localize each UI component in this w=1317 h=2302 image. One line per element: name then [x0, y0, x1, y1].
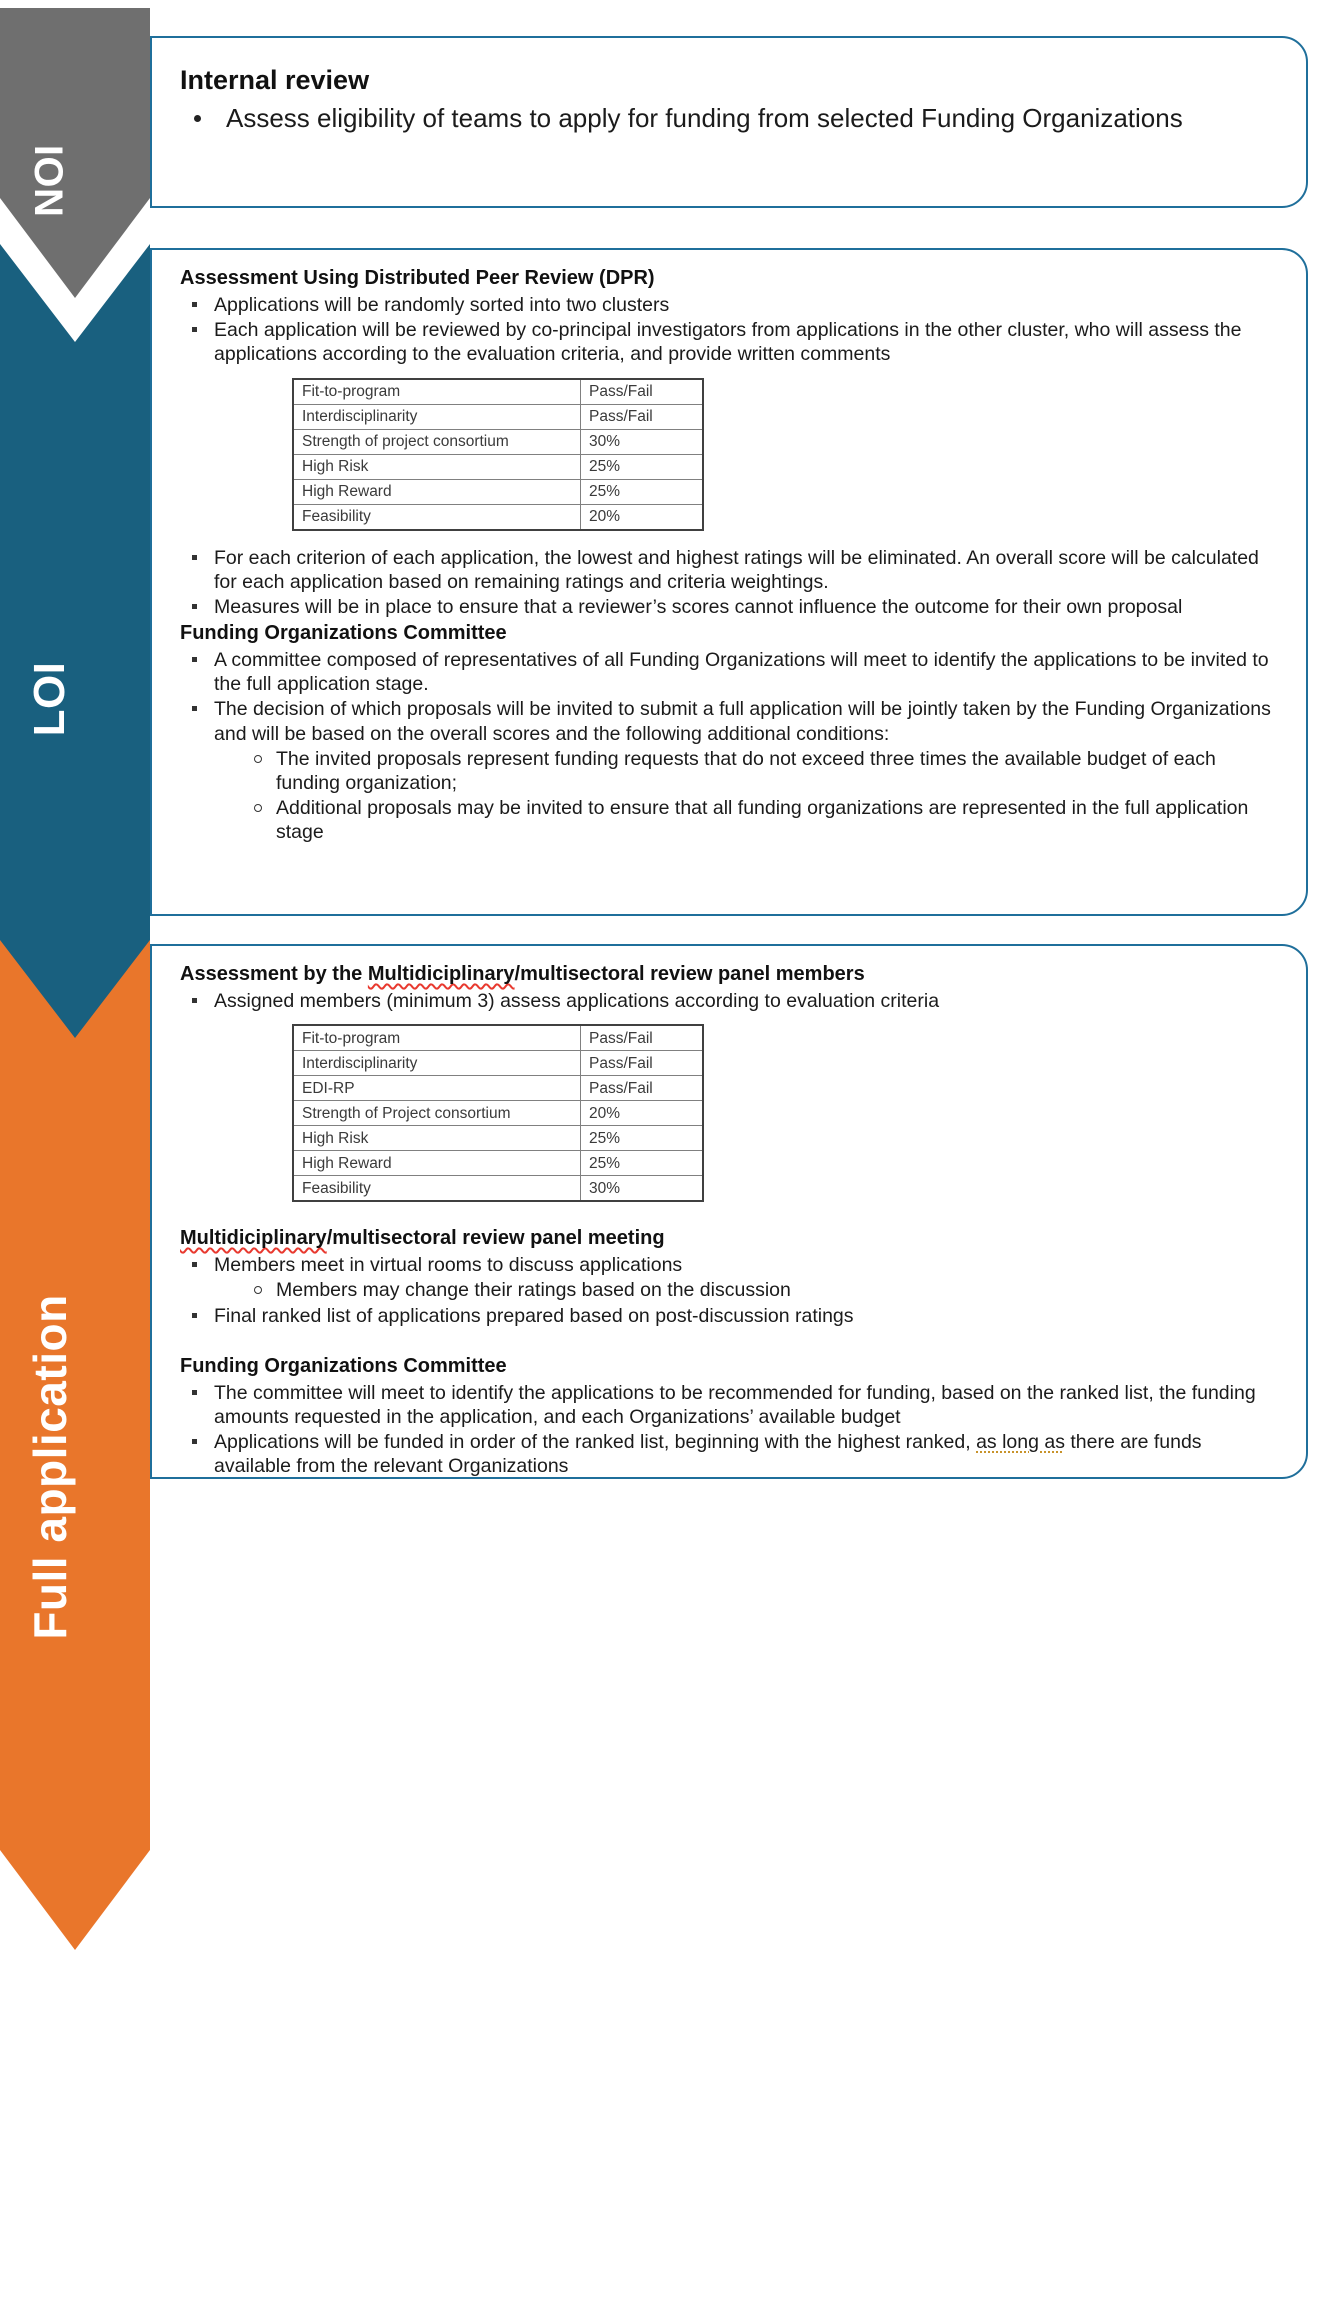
list-item: Members meet in virtual rooms to discuss applications	[180, 1253, 1278, 1277]
loi-criteria-table-wrap	[180, 368, 1278, 535]
noi-heading: Internal review	[180, 65, 370, 95]
criterion-name: High Reward	[293, 1151, 581, 1176]
full-heading-panel-meeting	[180, 1226, 1278, 1251]
chevron-shape-loi	[0, 244, 150, 1044]
list-item: Additional proposals may be invited to ensure that all funding organizations are represented in the full application stage	[246, 796, 1278, 844]
criterion-name: Feasibility	[293, 504, 581, 530]
stage-card-loi	[150, 248, 1308, 916]
full-bullet-list-meeting	[180, 1253, 1278, 1277]
criterion-weight: 25%	[581, 1151, 704, 1176]
list-item: Applications will be randomly sorted into two clusters	[180, 293, 1278, 317]
criterion-name: High Risk	[293, 454, 581, 479]
list-item: Assigned members (minimum 3) assess applications according to evaluation criteria	[180, 989, 1278, 1013]
heading-text-pre: Assessment by the	[180, 963, 368, 985]
list-item: Each application will be reviewed by co-principal investigators from applications in the other cluster, who will assess the applications according to the evaluation criteria, and provide written comments	[180, 318, 1278, 366]
list-item: The decision of which proposals will be invited to submit a full application will be jointly taken by the Funding Organizations and will be based on the overall scores and the following additional conditions:	[180, 697, 1278, 745]
stage-label-loi: LOI	[25, 661, 74, 737]
list-item	[180, 1430, 1278, 1478]
table-row	[293, 404, 703, 429]
loi-bullet-list-dpr	[180, 293, 1278, 367]
list-item: A committee composed of representatives of all Funding Organizations will meet to identify the applications to be invited to the full application stage.	[180, 648, 1278, 696]
stage-card-full-application	[150, 944, 1308, 1479]
full-bullet-list-assessment	[180, 989, 1278, 1013]
spacer	[180, 1206, 1278, 1216]
criterion-weight: 25%	[581, 454, 704, 479]
table-row	[293, 1076, 703, 1101]
stage-chevron-full	[0, 940, 150, 1950]
list-item: Final ranked list of applications prepared based on post-discussion ratings	[180, 1304, 1278, 1328]
table-row	[293, 1176, 703, 1202]
criterion-weight: Pass/Fail	[581, 1051, 704, 1076]
criterion-weight: Pass/Fail	[581, 1076, 704, 1101]
full-bullet-list-meeting-2	[180, 1304, 1278, 1328]
misspelled-word: Multidiciplinary	[367, 963, 515, 985]
heading-text-post: /multisectoral review panel meeting	[326, 1227, 665, 1250]
criterion-name: Interdisciplinarity	[293, 404, 581, 429]
misspelled-word: Multidiciplinary	[180, 1227, 327, 1250]
list-item: The committee will meet to identify the applications to be recommended for funding, based on the ranked list, the funding amounts requested in the application, and each Organizations’ available budget	[180, 1381, 1278, 1429]
criterion-name: Strength of project consortium	[293, 429, 581, 454]
criterion-name: High Reward	[293, 479, 581, 504]
table-row	[293, 504, 703, 530]
criterion-weight: Pass/Fail	[581, 1025, 704, 1051]
table-row	[293, 1126, 703, 1151]
table-row	[293, 1101, 703, 1126]
criterion-name: Feasibility	[293, 1176, 581, 1202]
noi-bullet-list	[180, 102, 1278, 136]
heading-text-post: /multisectoral review panel members	[514, 963, 865, 985]
criterion-name: Fit-to-program	[293, 1025, 581, 1051]
criterion-weight: 25%	[581, 479, 704, 504]
full-heading-assessment	[180, 962, 1278, 987]
spacer	[180, 535, 1278, 545]
table-row	[293, 1151, 703, 1176]
bullet-text-post: there are funds available from the relevant Organizations	[214, 1431, 1202, 1478]
stage-label-noi: NOI	[27, 144, 72, 217]
chevron-shape-full	[0, 940, 150, 1950]
criterion-weight: Pass/Fail	[581, 404, 704, 429]
list-item: Assess eligibility of teams to apply for funding from selected Funding Organizations	[180, 102, 1278, 136]
full-criteria-table	[292, 1024, 704, 1202]
criterion-name: EDI-RP	[293, 1076, 581, 1101]
list-item: The invited proposals represent funding requests that do not exceed three times the available budget of each funding organization;	[246, 747, 1278, 795]
table-row	[293, 479, 703, 504]
full-heading-funding-committee: Funding Organizations Committee	[180, 1354, 507, 1377]
stage-label-full: Full application	[24, 1294, 76, 1640]
full-criteria-table-wrap	[180, 1014, 1278, 1206]
list-item: For each criterion of each application, the lowest and highest ratings will be eliminated. An overall score will be calculated for each application based on remaining ratings and criteria weightings.	[180, 546, 1278, 594]
criterion-weight: 30%	[581, 1176, 704, 1202]
loi-heading-dpr: Assessment Using Distributed Peer Review (DPR)	[180, 267, 655, 289]
criterion-weight: 30%	[581, 429, 704, 454]
loi-bullet-list-scoring	[180, 546, 1278, 620]
criterion-name: Interdisciplinarity	[293, 1051, 581, 1076]
table-row	[293, 454, 703, 479]
loi-criteria-table	[292, 378, 704, 531]
full-bullet-list-committee	[180, 1381, 1278, 1479]
stage-card-noi	[150, 36, 1308, 208]
bullet-text-pre: Applications will be funded in order of the ranked list, beginning with the highest ranked,	[214, 1431, 977, 1454]
criterion-weight: 25%	[581, 1126, 704, 1151]
grammar-flagged-phrase: as long as	[976, 1431, 1065, 1454]
table-row	[293, 429, 703, 454]
table-row	[293, 379, 703, 405]
table-row	[293, 1025, 703, 1051]
criterion-weight: Pass/Fail	[581, 379, 704, 405]
table-row	[293, 1051, 703, 1076]
criterion-name: Strength of Project consortium	[293, 1101, 581, 1126]
full-sub-bullet-list-meeting	[180, 1278, 1278, 1302]
loi-heading-funding-committee: Funding Organizations Committee	[180, 622, 507, 645]
list-item: Members may change their ratings based on the discussion	[246, 1278, 1278, 1302]
stage-chevron-loi	[0, 244, 150, 1044]
criterion-name: High Risk	[293, 1126, 581, 1151]
criterion-weight: 20%	[581, 504, 704, 530]
criterion-weight: 20%	[581, 1101, 704, 1126]
loi-bullet-list-committee	[180, 648, 1278, 746]
loi-sub-bullet-list-conditions	[180, 747, 1278, 845]
criterion-name: Fit-to-program	[293, 379, 581, 405]
list-item: Measures will be in place to ensure that a reviewer’s scores cannot influence the outcome for their own proposal	[180, 595, 1278, 619]
